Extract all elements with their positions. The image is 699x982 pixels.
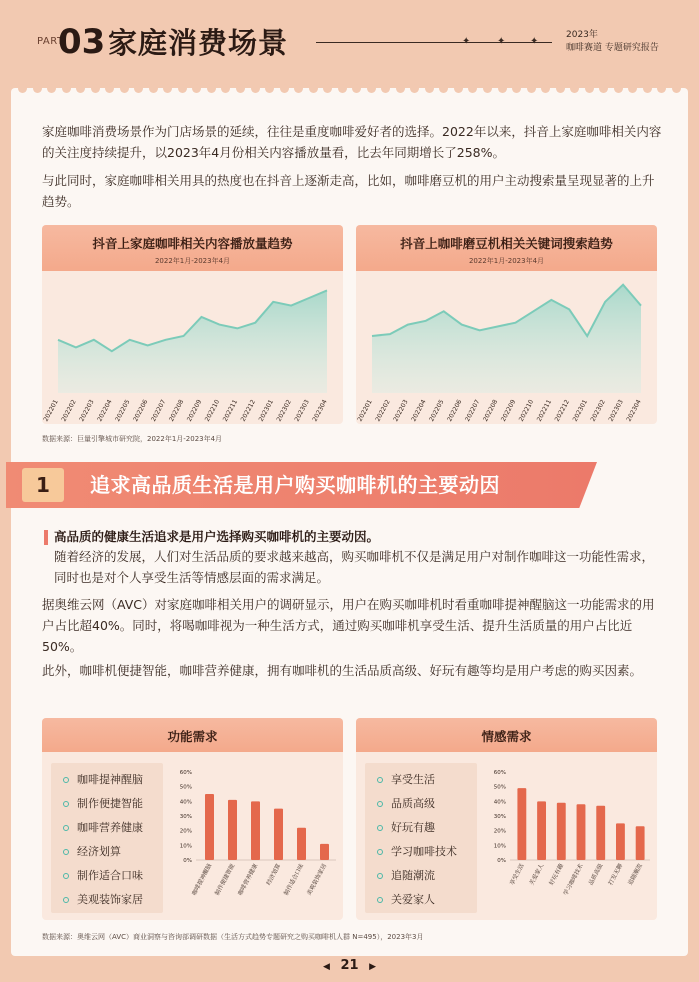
legend-item: 享受生活 — [391, 773, 435, 786]
legend-list — [365, 763, 477, 913]
y-tick-label: 10% — [179, 843, 192, 850]
bar — [537, 801, 546, 860]
x-tick-label: 202210 — [517, 398, 536, 423]
x-tick-label: 202302 — [275, 398, 293, 423]
x-tick-label: 202208 — [168, 398, 186, 423]
chart-functional-needs — [42, 718, 343, 920]
x-tick-label: 学习咖啡技术 — [563, 863, 585, 897]
area-chart — [42, 271, 343, 424]
legend-bullet-icon — [63, 897, 69, 903]
report-info — [566, 29, 659, 55]
y-tick-label: 20% — [179, 828, 192, 835]
bar — [297, 828, 306, 860]
chart-header — [356, 718, 657, 752]
x-tick-label: 202206 — [132, 398, 150, 423]
section-heading — [6, 462, 597, 508]
y-tick-label: 10% — [493, 843, 506, 850]
legend-item: 咖啡提神醒脑 — [77, 773, 143, 786]
x-tick-label: 202201 — [356, 398, 374, 423]
x-tick-label: 打发无聊 — [608, 863, 625, 887]
y-tick-label: 60% — [493, 770, 506, 776]
page-header — [0, 0, 699, 88]
chart-header — [356, 225, 657, 271]
x-tick-label: 咖啡提神醒脑 — [191, 863, 214, 897]
x-tick-label: 202304 — [311, 398, 329, 423]
bar-chart — [168, 758, 340, 918]
x-tick-label: 202211 — [535, 398, 554, 423]
x-tick-label: 美观装饰家居 — [306, 863, 329, 897]
area-chart — [356, 271, 657, 424]
chart-header — [42, 718, 343, 752]
x-tick-label: 202201 — [42, 398, 60, 423]
legend-item: 追随潮流 — [391, 869, 435, 882]
card-scallop-edge — [18, 84, 681, 94]
x-tick-label: 202301 — [257, 398, 275, 423]
x-tick-label: 经济划算 — [266, 863, 283, 887]
sparkle-icon: ✦ — [530, 36, 539, 47]
chart-play-volume — [42, 225, 343, 424]
data-source-2: 数据来源：奥维云网（AVC）商业洞察与咨询部调研数据（生活方式趋势专题研究之购买咖啡机人群 N=495），2023年3月 — [42, 933, 424, 941]
chart-emotional-needs — [356, 718, 657, 920]
bar — [517, 788, 526, 860]
chart-subtitle: 2022年1月-2023年4月 — [468, 257, 545, 265]
x-tick-label: 享受生活 — [509, 863, 526, 887]
body-paragraph-2: 据奥维云网（AVC）对家庭咖啡相关用户的调研显示，用户在购买咖啡机时看重咖啡提神醒脑这一功能需求的用户占比超40%。同时，将喝咖啡视为一种生活方式，通过购买咖啡机享受生活、提升生活质量的用户占比近50%。 — [42, 597, 655, 654]
legend-bullet-icon — [63, 777, 69, 783]
x-tick-label: 202205 — [428, 398, 446, 423]
chart-title: 情感需求 — [481, 729, 532, 744]
x-tick-label: 202303 — [293, 398, 311, 423]
x-tick-label: 202207 — [150, 398, 168, 423]
y-tick-label: 50% — [179, 784, 192, 791]
next-page-icon[interactable]: ▶ — [369, 962, 376, 972]
legend-item: 品质高级 — [391, 797, 435, 810]
legend-item: 美观装饰家居 — [77, 893, 143, 906]
key-point: 高品质的健康生活追求是用户选择购买咖啡机的主要动因。 — [54, 529, 380, 544]
x-tick-label: 制作便捷智能 — [214, 863, 237, 897]
chart-title: 抖音上家庭咖啡相关内容播放量趋势 — [92, 236, 293, 251]
x-tick-label: 202302 — [589, 398, 607, 423]
y-tick-label: 30% — [179, 814, 192, 820]
y-tick-label: 20% — [493, 828, 506, 835]
x-tick-label: 品质高级 — [588, 863, 605, 887]
bar — [596, 806, 605, 860]
legend-item: 好玩有趣 — [391, 821, 435, 834]
report-year: 2023年 — [566, 30, 598, 40]
bar — [577, 804, 586, 860]
legend-bullet-icon — [63, 849, 69, 855]
decorative-line — [316, 42, 552, 43]
x-tick-label: 202202 — [374, 398, 392, 423]
legend-list — [51, 763, 163, 913]
legend-item: 咖啡营养健康 — [77, 821, 143, 834]
legend-bullet-icon — [377, 849, 383, 855]
x-tick-label: 202304 — [625, 398, 643, 423]
bar — [274, 809, 283, 860]
legend-item: 关爱家人 — [391, 893, 435, 906]
x-tick-label: 202203 — [392, 398, 410, 423]
chart-subtitle: 2022年1月-2023年4月 — [154, 257, 231, 265]
x-tick-label: 追随潮流 — [627, 863, 644, 887]
legend-bullet-icon — [377, 897, 383, 903]
data-source-1: 数据来源：巨量引擎城市研究院，2022年1月-2023年4月 — [42, 435, 223, 443]
bar — [251, 801, 260, 860]
y-tick-label: 60% — [179, 770, 192, 776]
legend-item: 经济划算 — [77, 845, 121, 858]
bar — [636, 826, 645, 860]
intro-paragraph-2: 与此同时，家庭咖啡相关用具的热度也在抖音上逐渐走高，比如，咖啡磨豆机的用户主动搜索量呈现显著的上升趋势。 — [42, 173, 655, 209]
x-tick-label: 202202 — [60, 398, 78, 423]
legend-item: 制作便捷智能 — [77, 797, 143, 810]
bullet-marker — [44, 530, 48, 545]
legend-item: 学习咖啡技术 — [391, 845, 457, 858]
chart-grinder-search — [356, 225, 657, 424]
chart-header — [42, 225, 343, 271]
bar — [557, 803, 566, 860]
sparkle-icon: ✦ — [462, 36, 471, 47]
intro-paragraph-1: 家庭咖啡消费场景作为门店场景的延续，往往是重度咖啡爱好者的选择。2022年以来，抖音上家庭咖啡相关内容的关注度持续提升，以2023年4月份相关内容播放量看，比去年同期增长了258%。 — [42, 124, 662, 160]
legend-bullet-icon — [63, 801, 69, 807]
body-paragraph-1: 随着经济的发展，人们对生活品质的要求越来越高，购买咖啡机不仅是满足用户对制作咖啡这一功能性需求，同时也是对个人享受生活等情感层面的需求满足。 — [54, 549, 655, 585]
x-tick-label: 202206 — [446, 398, 464, 423]
x-tick-label: 202303 — [607, 398, 625, 423]
y-tick-label: 0% — [183, 858, 192, 864]
area-fill — [372, 285, 641, 393]
x-tick-label: 202209 — [185, 398, 204, 423]
legend-bullet-icon — [63, 825, 69, 831]
bar — [320, 844, 329, 860]
report-name: 咖啡赛道 专题研究报告 — [566, 43, 659, 53]
legend-item: 制作适合口味 — [77, 869, 143, 882]
y-tick-label: 40% — [179, 799, 192, 806]
x-tick-label: 咖啡营养健康 — [237, 863, 260, 897]
x-tick-label: 202207 — [464, 398, 482, 423]
bar — [205, 794, 214, 860]
legend-bullet-icon — [377, 873, 383, 879]
x-tick-label: 202212 — [553, 398, 572, 423]
x-tick-label: 202212 — [239, 398, 258, 423]
y-tick-label: 0% — [497, 858, 506, 864]
legend-bullet-icon — [63, 873, 69, 879]
chart-title: 抖音上咖啡磨豆机相关关键词搜索趋势 — [400, 236, 613, 251]
prev-page-icon[interactable]: ◀ — [323, 962, 330, 972]
bar-chart — [482, 758, 654, 918]
legend-bullet-icon — [377, 777, 383, 783]
x-tick-label: 202209 — [499, 398, 518, 423]
x-tick-label: 202210 — [203, 398, 222, 423]
x-tick-label: 202205 — [114, 398, 132, 423]
x-tick-label: 202204 — [96, 398, 114, 423]
chart-title: 功能需求 — [167, 729, 218, 744]
bar — [228, 800, 237, 860]
legend-bullet-icon — [377, 825, 383, 831]
page-number: 21 — [340, 958, 359, 973]
part-label: PART — [37, 36, 64, 47]
x-tick-label: 202203 — [78, 398, 96, 423]
x-tick-label: 制作适合口味 — [283, 863, 306, 897]
x-tick-label: 202211 — [221, 398, 240, 423]
x-tick-label: 202204 — [410, 398, 428, 423]
body-paragraph-3: 此外，咖啡机便捷智能，咖啡营养健康，拥有咖啡机的生活品质高级、好玩有趣等均是用户考虑的购买因素。 — [42, 663, 643, 678]
section-title: 追求高品质生活是用户购买咖啡机的主要动因 — [90, 473, 500, 497]
legend-bullet-icon — [377, 801, 383, 807]
y-tick-label: 40% — [493, 799, 506, 806]
part-number: 03 — [58, 22, 106, 62]
section-number: 1 — [22, 468, 64, 502]
bar — [616, 823, 625, 860]
x-tick-label: 202301 — [571, 398, 589, 423]
x-tick-label: 202208 — [482, 398, 500, 423]
x-tick-label: 好玩有趣 — [548, 863, 566, 887]
x-tick-label: 关爱家人 — [529, 863, 546, 887]
page-title: 家庭消费场景 — [108, 26, 289, 60]
y-tick-label: 30% — [493, 814, 506, 820]
y-tick-label: 50% — [493, 784, 506, 791]
sparkle-icon: ✦ — [497, 36, 506, 47]
pagination — [0, 957, 699, 976]
